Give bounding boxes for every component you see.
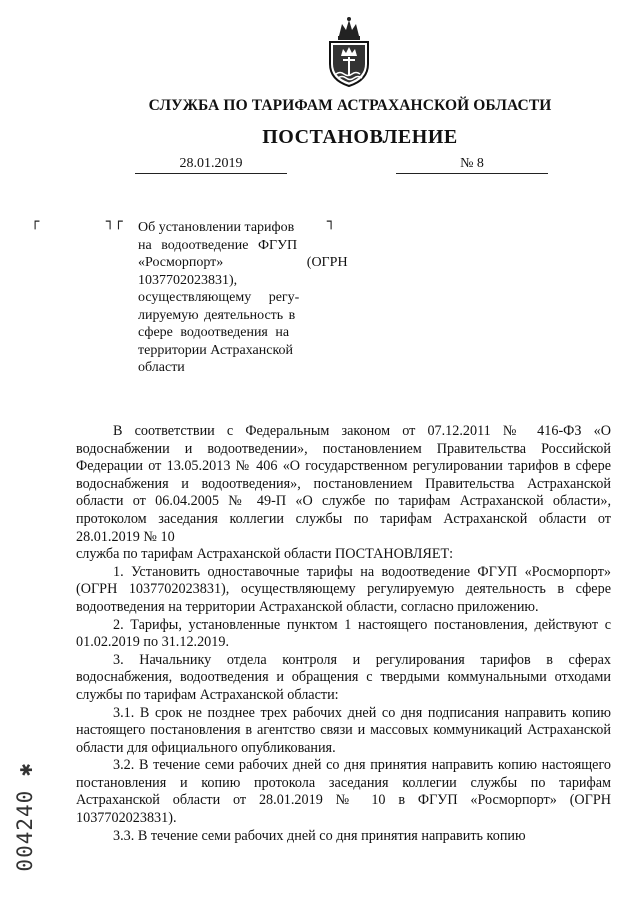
stamp-number: 004240 ✱ — [13, 762, 37, 872]
resolves-line: служба по тарифам Астраханской области ПОСТАНОВЛЯЕТ: — [76, 546, 454, 563]
document-number: № 8 — [396, 156, 548, 174]
subject-line: «Росморпорт» (ОГРН — [138, 255, 348, 270]
subject-line: сфере водоотведения на — [138, 325, 290, 340]
paragraph-1: 1. Установить одноставочные тарифы на водоотведение ФГУП «Росморпорт» (ОГРН 1037702023831), осуществляющему регулируемую деятельность в сфере водоотведения на территории Астраханской области, согласно приложению. — [76, 563, 611, 615]
subject-line: 1037702023831), — [138, 272, 238, 288]
paragraph-3-3: 3.3. В течение семи рабочих дней со дня принятия направить копию — [113, 827, 526, 844]
subject-line: лируемую деятельность в — [138, 307, 296, 323]
agency-name: СЛУЖБА ПО ТАРИФАМ АСТРАХАНСКОЙ ОБЛАСТИ — [148, 97, 552, 114]
paragraph-3: 3. Начальнику отдела контроля и регулирования тарифов в сферах водоснабжения, водоотведения и обращения с твердыми коммунальными отходами службы по тарифам Астраханской области: — [76, 651, 611, 703]
subject-line: области — [138, 360, 185, 375]
corner-mark-subject-right: ┐ — [327, 214, 336, 230]
registration-stamp — [8, 760, 48, 880]
document-date: 28.01.2019 — [135, 156, 287, 174]
subject-line: Об установлении тарифов — [138, 220, 295, 235]
astrakhan-coat-of-arms-icon — [322, 14, 376, 90]
paragraph-3-2: 3.2. В течение семи рабочих дней со дня принятия направить копию настоящего постановления и копию протокола заседания коллегии службы по тарифам Астраханской области от 28.01.2019 № 10 в ФГУП «Росморпорт» (ОГРН 1037702023831). — [76, 757, 611, 827]
paragraph-2: 2. Тарифы, установленные пунктом 1 настоящего постановления, действуют с 01.02.2019 по 31.12.2019. — [76, 616, 611, 651]
subject-line: осуществляющему регу- — [138, 290, 300, 305]
subject-line: на водоотведение ФГУП — [138, 237, 298, 253]
corner-mark-left: ┌ — [31, 214, 40, 230]
paragraph-3-1: 3.1. В срок не позднее трех рабочих дней со дня подписания направить копию настоящего постановления в агентство связи и массовых коммуникаций Астраханской области для официального опубликования. — [76, 704, 611, 756]
document-type: ПОСТАНОВЛЕНИЕ — [262, 126, 458, 148]
document-subject — [138, 219, 348, 377]
subject-line: территории Астраханской — [138, 342, 294, 358]
corner-mark-subject-left: ┐┌ — [106, 214, 123, 230]
document-body — [76, 423, 611, 845]
preamble-paragraph: В соответствии с Федеральным законом от 07.12.2011 № 416-ФЗ «О водоснабжении и водоотведении», постановлением Правительства Российской Федерации от 13.05.2013 № 406 «О государственном регулировании тарифов в сфере водоснабжения и водоотведения», постановлением Правительства Астраханской области от 06.04.2005 № 49-П «О службе по тарифам Астраханской области», протоколом заседания коллегии службы по тарифам Астраханской области от 28.01.2019 № 10 — [76, 423, 611, 545]
